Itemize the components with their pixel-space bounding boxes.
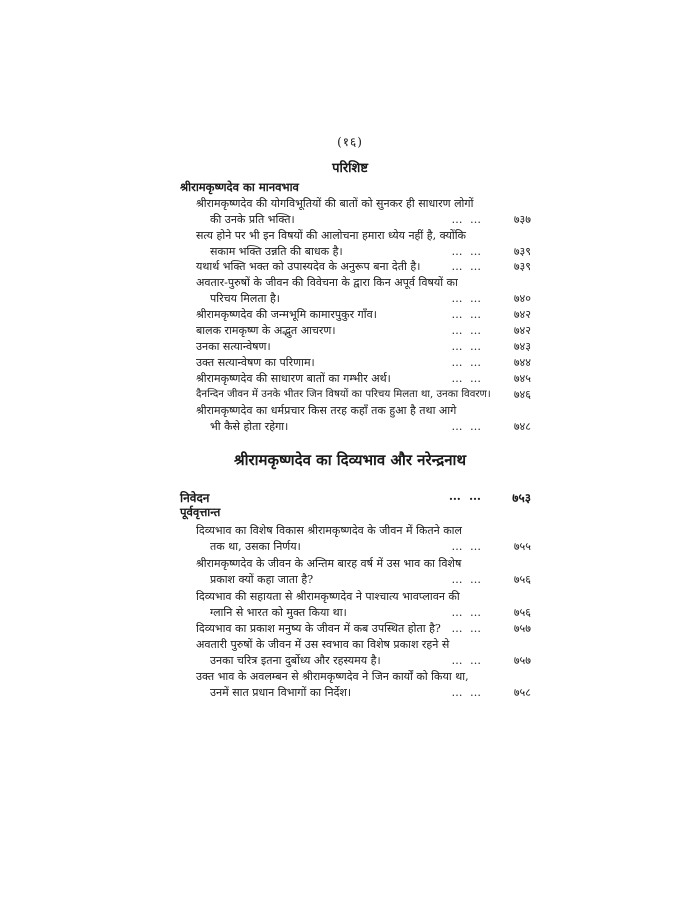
toc-entry: [196, 637, 531, 668]
page-ref: ७५८: [513, 685, 531, 699]
leader-dots: … …: [451, 340, 483, 353]
page-ref: ७४८: [513, 419, 531, 433]
page-number: (१६): [337, 135, 363, 149]
entry-text: श्रीरामकृष्णदेव की योगविभूतियों की बातों को सुनकर ही साधारण लोगों: [196, 197, 474, 210]
page-ref: ७३९: [513, 260, 531, 273]
toc-entry: [196, 403, 531, 434]
toc-entry: [196, 523, 531, 554]
page-ref: ७४०: [513, 291, 531, 305]
entry-text: उक्त सत्यान्वेषण का परिणाम।: [196, 356, 315, 369]
entry-text: उक्त भाव के अवलम्बन से श्रीरामकृष्णदेव ने जिन कार्यों को किया था,: [196, 670, 469, 683]
toc-entry: [196, 621, 531, 637]
page-ref: ७५३: [512, 491, 531, 505]
preface-label: निवेदन: [180, 491, 210, 505]
page-ref: ७३७: [513, 212, 531, 226]
entry-text: बालक रामकृष्ण के अद्भुत आचरण।: [196, 324, 336, 337]
entry-text-cont: उनमें सात प्रधान विभागों का निर्देश।: [210, 685, 352, 699]
appendix-group-title: श्रीरामकृष्णदेव का मानवभाव: [180, 180, 299, 194]
toc-entry: [196, 259, 531, 275]
page-ref: ७४३: [513, 340, 531, 353]
toc-entry: [196, 307, 531, 323]
entry-text: दिव्यभाव का प्रकाश मनुष्य के जीवन में कब उपस्थित होता है?: [196, 622, 441, 635]
entry-text-cont: सकाम भक्ति उन्नति की बाधक है।: [210, 244, 343, 258]
toc-entry: [196, 669, 531, 700]
entry-text-cont: ग्लानि से भारत को मुक्त किया था।: [210, 605, 347, 619]
part-title: श्रीरामकृष्णदेव का दिव्यभाव और नरेन्द्रनाथ: [233, 451, 467, 469]
leader-dots: … …: [448, 489, 483, 503]
page-ref: ७५६: [513, 572, 531, 586]
leader-dots: … …: [451, 539, 483, 553]
page-ref: ७४५: [513, 372, 531, 385]
leader-dots: … …: [451, 605, 483, 619]
entry-text: श्रीरामकृष्णदेव के जीवन के अन्तिम बारह वर्ष में उस भाव का विशेष: [196, 557, 462, 570]
entry-text: श्रीरामकृष्णदेव का धर्मप्रचार किस तरह कहाँ तक हुआ है तथा आगे: [196, 404, 457, 417]
leader-dots: … …: [451, 291, 483, 305]
toc-entry: [196, 228, 531, 259]
entry-text: अवतारी पुरुषों के जीवन में उस स्वभाव का विशेष प्रकाश रहने से: [196, 638, 450, 651]
toc-entry: [196, 589, 531, 620]
page-ref: ७३९: [513, 244, 531, 258]
leader-dots: … …: [451, 653, 483, 667]
leader-dots: … …: [451, 212, 483, 226]
leader-dots: … …: [451, 324, 483, 337]
leader-dots: … …: [451, 419, 483, 433]
page-ref: ७४२: [513, 308, 531, 321]
preface-row: [180, 489, 531, 506]
toc-entry: [196, 371, 531, 387]
entry-text: दिव्यभाव की सहायता से श्रीरामकृष्णदेव ने पाश्चात्य भावप्लावन की: [196, 590, 460, 603]
toc-entry: [196, 387, 531, 403]
toc-entry: [196, 339, 531, 355]
entry-text: दिव्यभाव का विशेष विकास श्रीरामकृष्णदेव के जीवन में कितने काल: [196, 524, 462, 537]
leader-dots: … …: [451, 260, 483, 273]
entry-text: दैनन्दिन जीवन में उनके भीतर जिन विषयों का परिचय मिलता था, उनका विवरण।: [196, 389, 491, 400]
toc-entry: [196, 355, 531, 371]
entry-text-cont: की उनके प्रति भक्ति।: [210, 212, 295, 226]
entry-text: उनका सत्यान्वेषण।: [196, 340, 271, 353]
entry-text: सत्य होने पर भी इन विषयों की आलोचना हमारा ध्येय नहीं है, क्योंकि: [196, 229, 466, 242]
entry-text-cont: परिचय मिलता है।: [210, 291, 280, 305]
entry-text: यथार्थ भक्ति भक्त को उपास्यदेव के अनुरूप बना देती है।: [196, 260, 421, 273]
toc-entry: [196, 323, 531, 339]
leader-dots: … …: [451, 622, 483, 635]
page-ref: ७५५: [513, 539, 531, 553]
entry-text-cont: उनका चरित्र इतना दुर्बोध्य और रहस्यमय है।: [210, 653, 381, 667]
appendix-title: परिशिष्ट: [332, 161, 368, 176]
toc-entry: [196, 556, 531, 587]
part2-group-title: पूर्ववृत्तान्त: [180, 505, 221, 519]
leader-dots: … …: [451, 372, 483, 385]
leader-dots: … …: [451, 244, 483, 258]
entry-text-cont: तक था, उसका निर्णय।: [210, 539, 301, 553]
toc-entry: [196, 196, 531, 227]
leader-dots: … …: [451, 356, 483, 369]
leader-dots: … …: [451, 685, 483, 699]
page-ref: ७५७: [513, 622, 531, 635]
page-ref: ७४४: [513, 356, 531, 369]
page-ref: ७५७: [513, 653, 531, 667]
entry-text-cont: भी कैसे होता रहेगा।: [210, 419, 289, 433]
leader-dots: … …: [451, 572, 483, 586]
page-ref: ७४२: [513, 324, 531, 337]
leader-dots: … …: [451, 308, 483, 321]
entry-text-cont: प्रकाश क्यों कहा जाता है?: [210, 572, 314, 586]
entry-text: श्रीरामकृष्णदेव की साधारण बातों का गम्भीर अर्थ।: [196, 372, 391, 385]
entry-text: श्रीरामकृष्णदेव की जन्मभूमि कामारपुकुर गाँव।: [196, 308, 377, 321]
page-ref: ७४६: [513, 388, 531, 401]
toc-entry: [196, 275, 531, 306]
entry-text: अवतार-पुरुषों के जीवन की विवेचना के द्वारा किन अपूर्व विषयों का: [196, 276, 458, 289]
page-ref: ७५६: [513, 605, 531, 619]
